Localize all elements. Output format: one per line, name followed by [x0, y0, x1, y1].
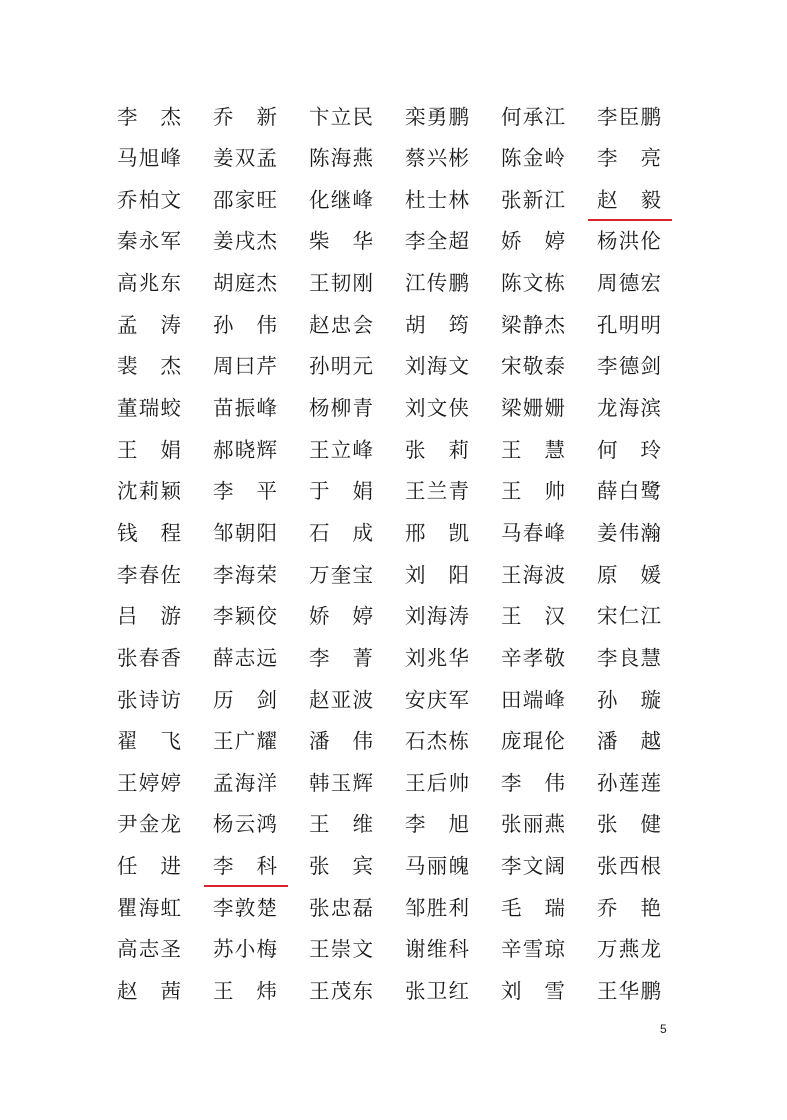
name-entry: 李 全 超 [405, 229, 469, 254]
name-entry: 邹 胜 利 [405, 895, 469, 920]
name-entry: 龙 海 滨 [597, 396, 661, 421]
name-entry: 孟 涛 [117, 312, 181, 337]
name-entry: 乔 新 [213, 104, 277, 129]
name-entry: 孙 莲 莲 [597, 770, 661, 795]
name-entry: 王 广 耀 [213, 729, 277, 754]
name-entry: 孔 明 明 [597, 312, 661, 337]
name-entry: 王 兰 青 [405, 479, 469, 504]
name-entry: 王 后 帅 [405, 770, 469, 795]
name-entry: 张 忠 磊 [309, 895, 373, 920]
name-entry: 卞 立 民 [309, 104, 373, 129]
name-entry: 王 帅 [501, 479, 565, 504]
name-entry: 王 娟 [117, 437, 181, 462]
name-entry: 张 卫 红 [405, 979, 469, 1004]
name-entry: 毛 瑞 [501, 895, 565, 920]
name-entry: 钱 程 [117, 520, 181, 545]
name-entry: 娇 婷 [309, 604, 373, 629]
name-entry: 薛 志 远 [213, 645, 277, 670]
name-entry: 韩 玉 辉 [309, 770, 373, 795]
name-entry: 王 婷 婷 [117, 770, 181, 795]
name-entry: 李 亮 [597, 146, 661, 171]
name-entry: 任 进 [117, 854, 181, 879]
name-entry: 邢 凯 [405, 520, 469, 545]
name-entry: 马 丽 魄 [405, 854, 469, 879]
name-entry: 苗 振 峰 [213, 396, 277, 421]
name-entry: 杨 柳 青 [309, 396, 373, 421]
name-entry: 李 良 慧 [597, 645, 661, 670]
name-entry: 姜 双 孟 [213, 146, 277, 171]
name-entry: 刘 兆 华 [405, 645, 469, 670]
page-number: 5 [660, 1022, 667, 1036]
name-entry: 苏 小 梅 [213, 937, 277, 962]
name-entry: 辛 雪 琼 [501, 937, 565, 962]
name-entry: 李 文 阔 [501, 854, 565, 879]
name-entry: 王 维 [309, 812, 373, 837]
name-entry: 孙 伟 [213, 312, 277, 337]
name-entry: 万 燕 龙 [597, 937, 661, 962]
name-entry: 李 菁 [309, 645, 373, 670]
name-entry: 尹 金 龙 [117, 812, 181, 837]
name-entry: 姜 伟 瀚 [597, 520, 661, 545]
name-entry: 田 端 峰 [501, 687, 565, 712]
name-entry: 江 传 鹏 [405, 271, 469, 296]
name-entry: 吕 游 [117, 604, 181, 629]
name-entry: 潘 越 [597, 729, 661, 754]
name-entry: 陈 文 栋 [501, 271, 565, 296]
name-entry: 刘 阳 [405, 562, 469, 587]
name-entry: 刘 海 文 [405, 354, 469, 379]
name-entry: 李 敦 楚 [213, 895, 277, 920]
name-entry: 王 海 波 [501, 562, 565, 587]
name-entry: 陈 海 燕 [309, 146, 373, 171]
name-entry: 乔 柏 文 [117, 187, 181, 212]
name-entry: 万 奎 宝 [309, 562, 373, 587]
name-entry: 刘 海 涛 [405, 604, 469, 629]
name-entry: 何 承 江 [501, 104, 565, 129]
name-entry: 张 丽 燕 [501, 812, 565, 837]
name-entry: 高 兆 东 [117, 271, 181, 296]
name-entry: 赵 茜 [117, 979, 181, 1004]
name-entry: 陈 金 岭 [501, 146, 565, 171]
name-entry: 乔 艳 [597, 895, 661, 920]
name-entry: 李 平 [213, 479, 277, 504]
name-entry: 张 诗 访 [117, 687, 181, 712]
name-entry: 李 杰 [117, 104, 181, 129]
name-entry: 董 瑞 蛟 [117, 396, 181, 421]
name-entry: 王 茂 东 [309, 979, 373, 1004]
name-entry: 王 立 峰 [309, 437, 373, 462]
name-entry: 历 剑 [213, 687, 277, 712]
name-entry: 何 玲 [597, 437, 661, 462]
name-entry: 张 新 江 [501, 187, 565, 212]
name-entry: 化 继 峰 [309, 187, 373, 212]
name-entry: 梁 静 杰 [501, 312, 565, 337]
name-entry: 郝 晓 辉 [213, 437, 277, 462]
name-entry: 刘 文 侠 [405, 396, 469, 421]
name-entry: 张 健 [597, 812, 661, 837]
name-entry: 李 颖 佼 [213, 604, 277, 629]
name-entry: 谢 维 科 [405, 937, 469, 962]
name-entry: 张 莉 [405, 437, 469, 462]
name-entry: 李 臣 鹏 [597, 104, 661, 129]
name-entry: 刘 雪 [501, 979, 565, 1004]
name-entry: 孟 海 洋 [213, 770, 277, 795]
name-entry: 杨 洪 伦 [597, 229, 661, 254]
name-entry: 姜 戌 杰 [213, 229, 277, 254]
name-entry: 张 西 根 [597, 854, 661, 879]
name-entry: 原 媛 [597, 562, 661, 587]
name-entry: 赵 毅 [597, 179, 661, 221]
name-entry: 娇 婷 [501, 229, 565, 254]
name-entry: 辛 孝 敬 [501, 645, 565, 670]
name-entry: 蔡 兴 彬 [405, 146, 469, 171]
name-entry: 翟 飞 [117, 729, 181, 754]
name-entry: 周 曰 芹 [213, 354, 277, 379]
name-entry: 于 娟 [309, 479, 373, 504]
name-entry: 李 德 剑 [597, 354, 661, 379]
name-entry: 沈 莉 颖 [117, 479, 181, 504]
name-entry: 孙 璇 [597, 687, 661, 712]
name-entry: 宋 仁 江 [597, 604, 661, 629]
name-entry: 李 旭 [405, 812, 469, 837]
name-entry: 安 庆 军 [405, 687, 469, 712]
name-entry: 邹 朝 阳 [213, 520, 277, 545]
name-entry: 马 春 峰 [501, 520, 565, 545]
name-entry: 李 海 荣 [213, 562, 277, 587]
name-entry: 栾 勇 鹏 [405, 104, 469, 129]
name-entry: 李 春 佐 [117, 562, 181, 587]
name-entry: 柴 华 [309, 229, 373, 254]
name-entry: 李 科 [213, 846, 277, 888]
name-entry: 王 华 鹏 [597, 979, 661, 1004]
name-entry: 庞 琨 伦 [501, 729, 565, 754]
name-entry: 王 崇 文 [309, 937, 373, 962]
name-entry: 石 杰 栋 [405, 729, 469, 754]
name-entry: 李 伟 [501, 770, 565, 795]
name-entry: 邵 家 旺 [213, 187, 277, 212]
name-entry: 赵 亚 波 [309, 687, 373, 712]
name-entry: 杨 云 鸿 [213, 812, 277, 837]
name-entry: 裴 杰 [117, 354, 181, 379]
name-entry: 王 韧 刚 [309, 271, 373, 296]
name-entry: 梁 姗 姗 [501, 396, 565, 421]
name-entry: 潘 伟 [309, 729, 373, 754]
name-entry: 石 成 [309, 520, 373, 545]
name-entry: 王 汉 [501, 604, 565, 629]
name-entry: 王 慧 [501, 437, 565, 462]
name-entry: 周 德 宏 [597, 271, 661, 296]
name-entry: 胡 筠 [405, 312, 469, 337]
name-entry: 胡 庭 杰 [213, 271, 277, 296]
name-entry: 马 旭 峰 [117, 146, 181, 171]
names-grid [117, 96, 677, 1012]
name-entry: 赵 忠 会 [309, 312, 373, 337]
name-entry: 高 志 圣 [117, 937, 181, 962]
name-entry: 瞿 海 虹 [117, 895, 181, 920]
name-entry: 秦 永 军 [117, 229, 181, 254]
name-entry: 张 春 香 [117, 645, 181, 670]
name-entry: 王 炜 [213, 979, 277, 1004]
name-entry: 孙 明 元 [309, 354, 373, 379]
name-entry: 薛 白 鹭 [597, 479, 661, 504]
name-entry: 杜 士 林 [405, 187, 469, 212]
name-entry: 宋 敬 泰 [501, 354, 565, 379]
name-entry: 张 宾 [309, 854, 373, 879]
